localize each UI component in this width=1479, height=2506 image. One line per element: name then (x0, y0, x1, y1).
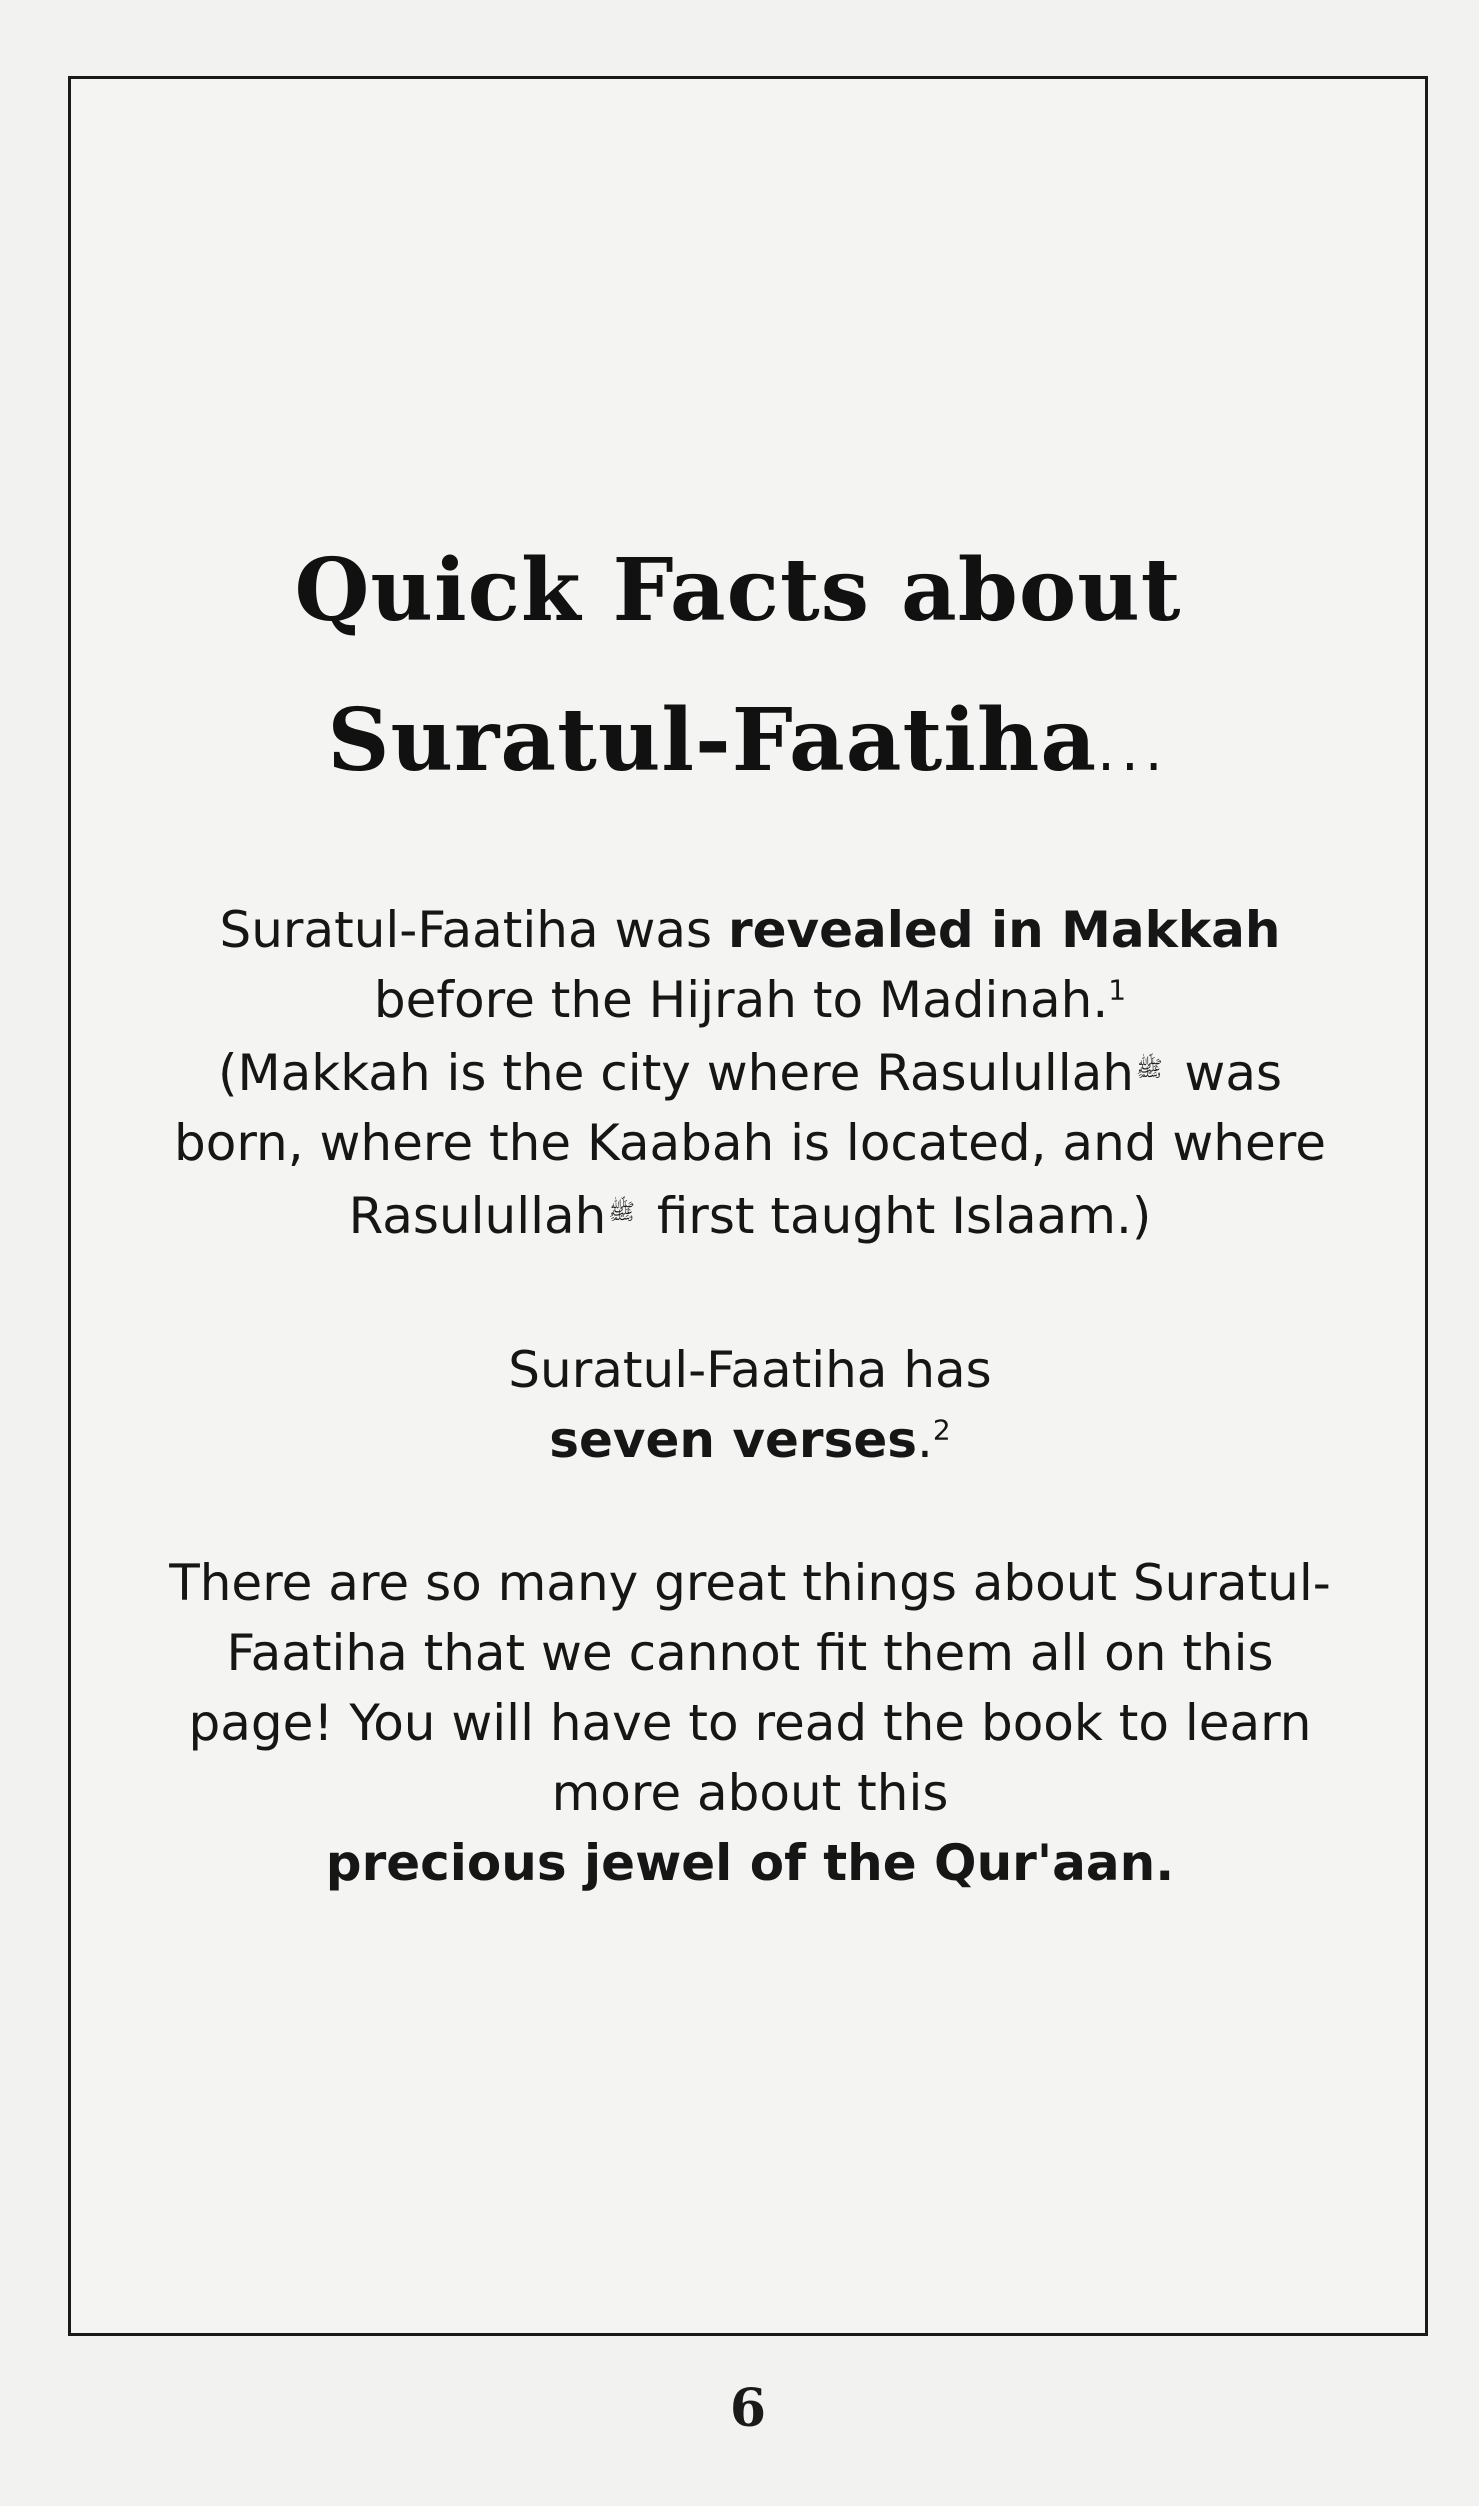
paragraph-text: first taught Islaam.) (640, 1187, 1152, 1245)
paragraph-text: was born, where the Kaabah is located, and where Rasulullah (174, 1044, 1326, 1245)
paragraph-text: . (917, 1411, 933, 1469)
page-title-text: Suratul-Faatiha (327, 690, 1098, 791)
page-title-line-2 (68, 690, 1428, 791)
title-ellipsis: ... (1097, 719, 1169, 784)
emphasis-text: precious jewel of the Qur'aan. (325, 1834, 1175, 1892)
emphasis-text: seven verses (549, 1411, 918, 1469)
paragraph-text: before the Hijrah to Madinah. (373, 971, 1109, 1029)
footnote-marker: 1 (1108, 973, 1127, 1007)
paragraph-text: Suratul-Faatiha was (219, 901, 728, 959)
emphasis-text: revealed in Makkah (727, 901, 1281, 959)
paragraph-text: (Makkah is the city where Rasulullah (217, 1044, 1134, 1102)
fact-paragraph-revelation (150, 895, 1350, 1251)
paragraph-text: There are so many great things about Suratul-Faatiha that we cannot fit them all on this page! You will have to read the book to learn more about this (169, 1554, 1331, 1822)
page-number: 6 (729, 2378, 767, 2439)
page-title-line-1: Quick Facts about (294, 540, 1182, 641)
honorific-icon: ﷺ (1135, 1057, 1163, 1082)
fact-paragraph-more (150, 1548, 1350, 1898)
paragraph-text: Suratul-Faatiha has (508, 1341, 992, 1399)
honorific-icon: ﷺ (608, 1200, 635, 1225)
fact-paragraph-verses (150, 1335, 1350, 1475)
footnote-marker: 2 (932, 1413, 951, 1447)
